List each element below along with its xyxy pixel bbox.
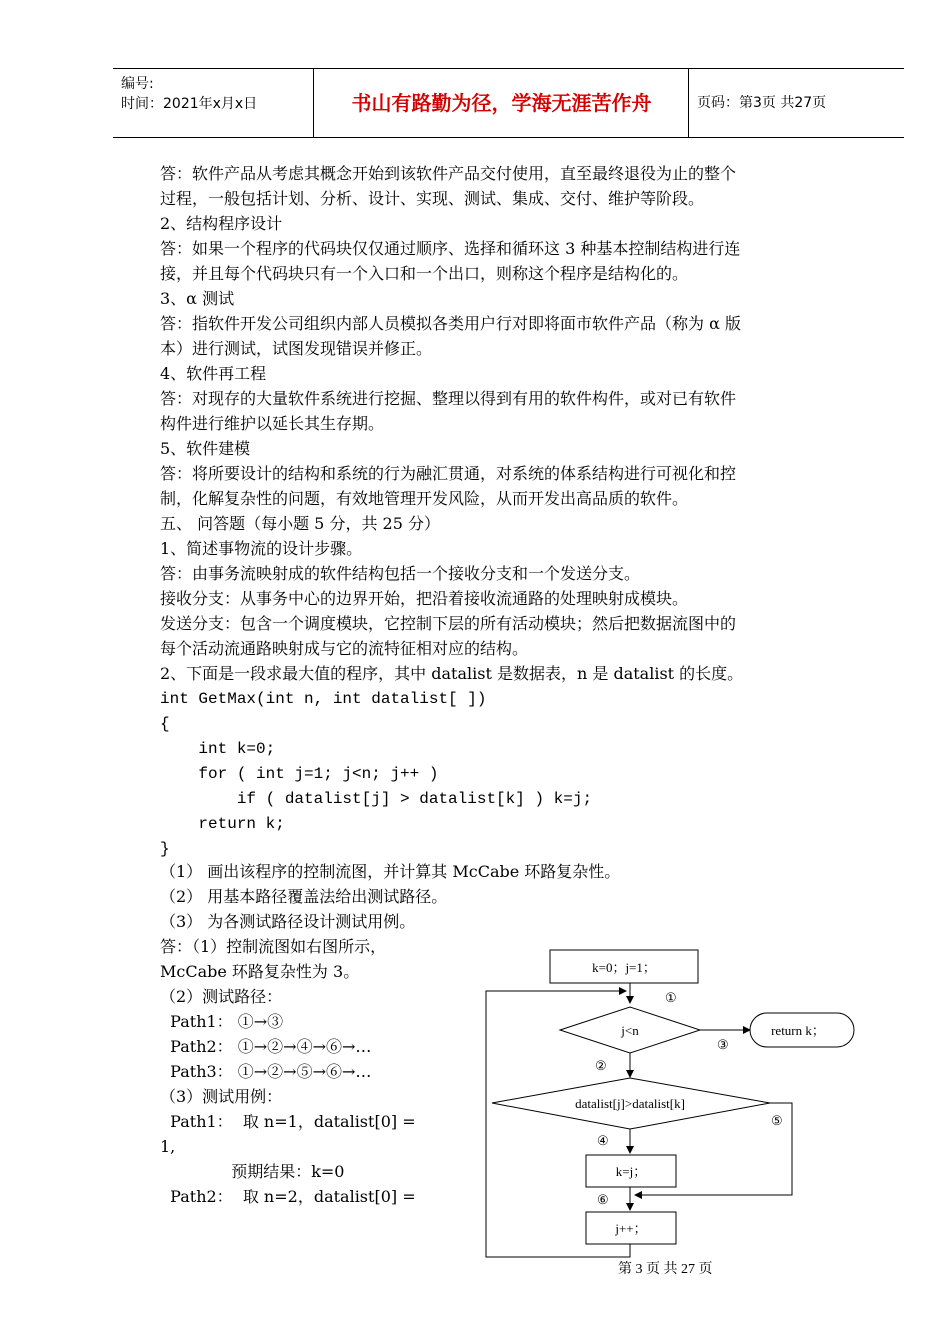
header-divider xyxy=(313,69,314,137)
answer-line: （2）测试路径： xyxy=(160,987,283,1006)
loop-condition-label: j<n xyxy=(621,1023,639,1038)
header-divider xyxy=(688,69,689,137)
question-line: 1、简述事物流的设计步骤。 xyxy=(160,539,363,558)
body-line: 本）进行测试，试图发现错误并修正。 xyxy=(160,339,433,358)
header-motto: 书山有路勤为径，学海无涯苦作舟 xyxy=(351,91,652,115)
body-line: 答：指软件开发公司组织内部人员模拟各类用户行对即将面市软件产品（称为 α 版 xyxy=(160,314,741,333)
test-case: Path1： 取 n=1，datalist[0] = xyxy=(160,1112,416,1131)
page-footer: 第 3 页 共 27 页 xyxy=(618,1262,713,1277)
sub-question: （2） 用基本路径覆盖法给出测试路径。 xyxy=(160,887,448,906)
node-marker: ⑥ xyxy=(597,1192,609,1207)
body-line: 答：如果一个程序的代码块仅仅通过顺序、选择和循环这 3 种基本控制结构进行连 xyxy=(160,239,741,258)
code-line: } xyxy=(160,840,170,858)
test-path: Path1： ①→③ xyxy=(160,1012,284,1031)
body-line: 接收分支：从事务中心的边界开始，把沿着接收流通路的处理映射成模块。 xyxy=(160,589,689,608)
code-line: return k; xyxy=(160,815,285,833)
section-heading: 4、软件再工程 xyxy=(160,364,267,383)
node-marker: ③ xyxy=(717,1037,729,1052)
answer-line: 答：（1）控制流图如右图所示， xyxy=(160,937,387,956)
code-line: { xyxy=(160,715,170,733)
sub-question: （1） 画出该程序的控制流图，并计算其 McCabe 环路复杂性。 xyxy=(160,862,621,881)
number-label: 编号: xyxy=(121,76,154,92)
body-line: 答：对现存的大量软件系统进行挖掘、整理以得到有用的软件构件，或对已有软件 xyxy=(160,389,737,408)
test-case: Path2： 取 n=2，datalist[0] = xyxy=(160,1187,416,1206)
body-line: 构件进行维护以延长其生存期。 xyxy=(160,414,385,433)
body-line: 答：软件产品从考虑其概念开始到该软件产品交付使用，直至最终退役为止的整个 xyxy=(160,164,737,183)
compare-condition-label: datalist[j]>datalist[k] xyxy=(575,1096,685,1111)
header-meta xyxy=(113,69,313,137)
test-case: 1, xyxy=(160,1137,176,1156)
answer-line: （3）测试用例： xyxy=(160,1087,283,1106)
return-node-label: return k； xyxy=(771,1023,825,1038)
section-heading: 五、 问答题（每小题 5 分，共 25 分） xyxy=(160,514,440,533)
node-marker: ④ xyxy=(597,1133,609,1148)
question-line: 2、下面是一段求最大值的程序，其中 datalist 是数据表，n 是 datalist 的长度。 xyxy=(160,664,744,683)
time-label: 时间：2021年x月x日 xyxy=(121,96,258,112)
test-path: Path2： ①→②→④→⑥→… xyxy=(160,1037,372,1056)
node-marker: ② xyxy=(595,1058,607,1073)
body-line: 接，并且每个代码块只有一个入口和一个出口，则称这个程序是结构化的。 xyxy=(160,264,689,283)
body-line: 答：将所要设计的结构和系统的行为融汇贯通，对系统的体系结构进行可视化和控 xyxy=(160,464,737,483)
header-page-number: 页码：第3页 共27页 xyxy=(697,95,827,111)
code-line: if ( datalist[j] > datalist[k] ) k=j; xyxy=(160,790,593,808)
code-line: int GetMax(int n, int datalist[ ]) xyxy=(160,690,487,708)
sub-question: （3） 为各测试路径设计测试用例。 xyxy=(160,912,416,931)
body-line: 每个活动流通路映射成与它的流特征相对应的结构。 xyxy=(160,639,529,658)
page-header xyxy=(113,68,904,138)
node-marker: ⑤ xyxy=(771,1113,783,1128)
init-node-label: k=0；j=1； xyxy=(592,960,656,975)
flowchart-svg xyxy=(480,945,880,1265)
section-heading: 3、α 测试 xyxy=(160,289,235,308)
assign-node-label: k=j； xyxy=(615,1164,647,1179)
test-path: Path3： ①→②→⑤→⑥→… xyxy=(160,1062,372,1081)
body-line: 过程，一般包括计划、分析、设计、实现、测试、集成、交付、维护等阶段。 xyxy=(160,189,705,208)
code-line: for ( int j=1; j<n; j++ ) xyxy=(160,765,439,783)
section-heading: 5、软件建模 xyxy=(160,439,251,458)
control-flow-graph xyxy=(480,945,880,1265)
code-line: int k=0; xyxy=(160,740,276,758)
body-line: 发送分支：包含一个调度模块，它控制下层的所有活动模块；然后把数据流图中的 xyxy=(160,614,737,633)
increment-node-label: j++； xyxy=(615,1221,647,1236)
test-case: 预期结果：k=0 xyxy=(160,1162,345,1181)
answer-line: McCabe 环路复杂性为 3。 xyxy=(160,962,360,981)
node-marker: ① xyxy=(665,990,677,1005)
body-line: 制，化解复杂性的问题，有效地管理开发风险，从而开发出高品质的软件。 xyxy=(160,489,689,508)
body-line: 答：由事务流映射成的软件结构包括一个接收分支和一个发送分支。 xyxy=(160,564,641,583)
section-heading: 2、结构程序设计 xyxy=(160,214,283,233)
